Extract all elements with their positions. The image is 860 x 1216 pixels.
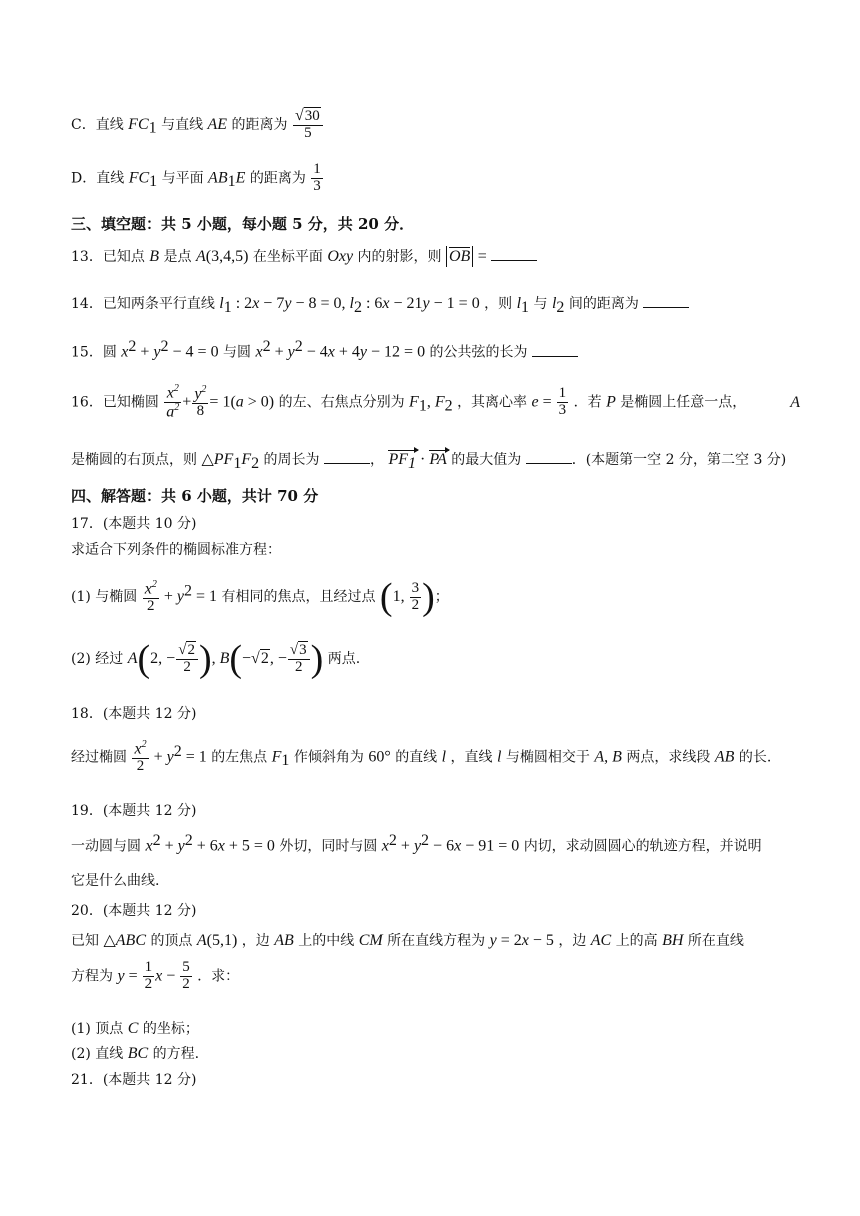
question-17-intro: 求适合下列条件的椭圆标准方程： [71,542,281,558]
question-17-part-1: (1) 与椭圆 $\frac{x^2}{2}$ + $y^2 = 1$ 有相同的焦点，且经过点 (1, $\frac{3}{2}$ )； [71,576,449,618]
question-15: 15．圆 $x^2 + y^2 - 4 = 0$ 与圆 $x^2 + y^2 - 4x + 4y - 12 = 0$ 的公共弦的长为 [71,338,800,362]
section-3-heading: 三、填空题：共 5 小题，每小题 5 分，共 20 分． [71,215,415,233]
question-21-header: 21．(本题共 12 分) [71,1072,197,1088]
option-d: D．直线 $FC_1$ 与平面 $AB_1E$ 的距离为 $\frac{1}{3}$ [71,161,321,194]
question-17-part-2: (2) 经过 A(2, − $\frac{√2}{2}$ ), B(−√2, − $\frac{√3}{2}$ ) 两点. [71,638,361,680]
question-20-part-1: (1) 顶点 C 的坐标； [71,1020,199,1037]
question-19-body: 一动圆与圆 $x^2 + y^2 + 6x + 5 = 0$ 外切，同时与圆 $x^2 + y^2 - 6x - 91 = 0$ 内切，求动圆圆心的轨迹方程，并说明 [71,832,762,855]
question-18-body: 经过椭圆 $\frac{x^2}{2}$ + $y^2 = 1$ 的左焦点 $F_1$ 作倾斜角为 60° 的直线 l ，直线 l 与椭圆相交于 A, B 两点，求线段 AB 的长. [71,739,772,775]
answer-blank[interactable] [532,344,578,357]
question-19-line-2: 它是什么曲线. [71,873,160,889]
question-20-part-2: (2) 直线 BC 的方程. [71,1045,200,1062]
question-18-header: 18．(本题共 12 分) [71,706,197,722]
question-13: 13．已知点 B 是点 A(3,4,5) 在坐标平面 Oxy 内的射影，则 OB = [71,246,800,266]
section-4-heading: 四、解答题：共 6 小题，共计 70 分 [71,487,319,505]
answer-blank[interactable] [643,295,689,308]
question-16: 16．已知椭圆 $\frac{x^2}{a^2}$ + $\frac{y^2}{8}$ = 1(a > 0) 的左、右焦点分别为 $F_1$, $F_2$ ，其离心率 e = $\frac{1}{3}$ ．若 P 是椭圆上任意一点， A [71,383,800,421]
question-19-header: 19．(本题共 12 分) [71,803,197,819]
question-17-header: 17．(本题共 10 分) [71,516,197,532]
answer-blank[interactable] [526,451,572,464]
question-20-header: 20．(本题共 12 分) [71,903,197,919]
option-c: C．直线 $FC_1$ 与直线 AE 的距离为 $\frac{√30}{5}$ [71,108,800,142]
question-20-line-2: 方程为 y = $\frac{1}{2}$ x − $\frac{5}{2}$ ．求： [71,959,240,992]
answer-blank[interactable] [324,451,370,464]
answer-blank[interactable] [491,248,537,261]
question-14: 14．已知两条平行直线 $l_1$ : 2x − 7y − 8 = 0, $l_2$ : 6x − 21y − 1 = 0 ，则 $l_1$ 与 $l_2$ 间的距离为 [71,293,800,317]
question-16-line-2: 是椭圆的右顶点，则 $\triangle PF_1F_2$ 的周长为 ， $PF_1$ · PA 的最大值为 ．(本题第一空 2 分，第二空 3 分) [71,451,787,473]
question-20-body: 已知 △ABC 的顶点 A(5,1) ，边 AB 上的中线 CM 所在直线方程为 y = 2x − 5 ，边 AC 上的高 BH 所在直线 [71,932,744,949]
